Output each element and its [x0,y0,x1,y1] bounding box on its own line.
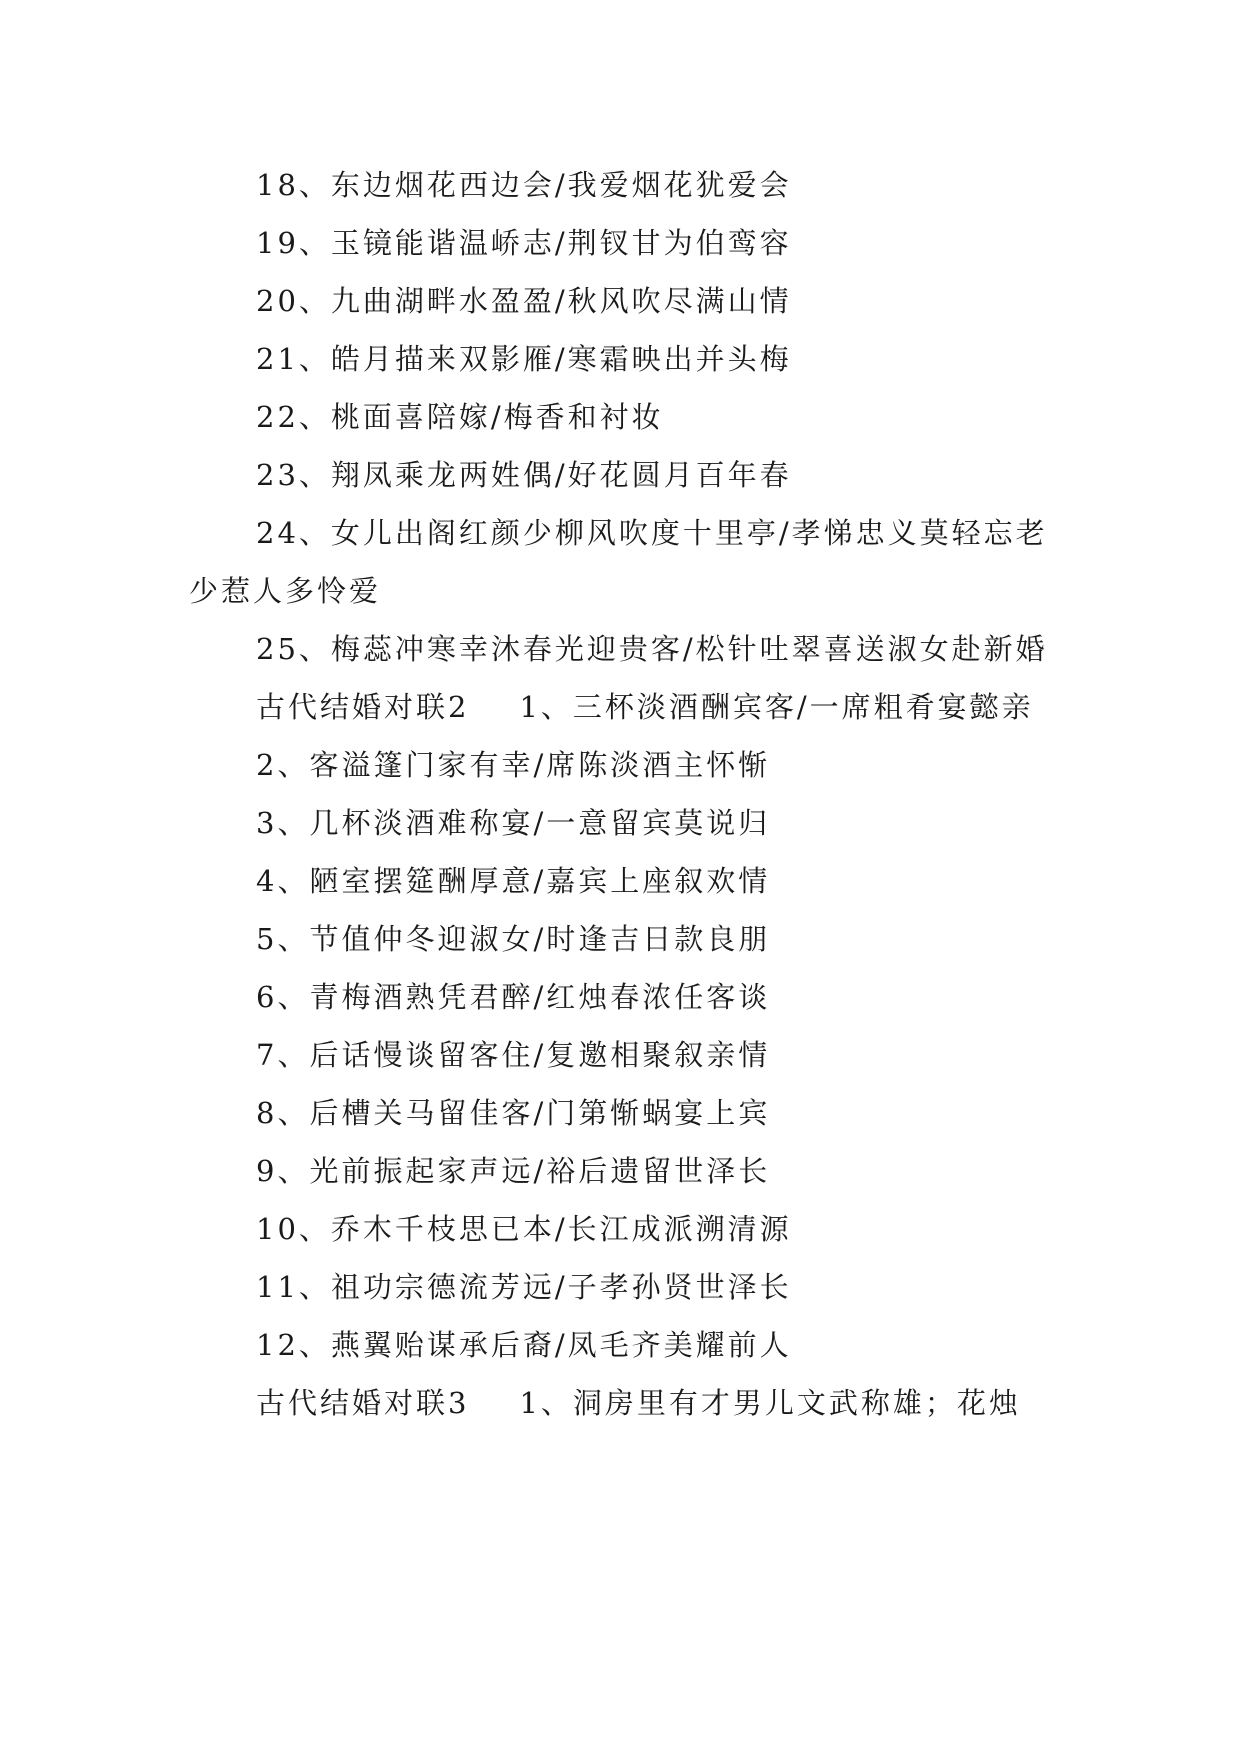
paragraph [189,214,1059,272]
paragraph-text: 5、节值仲冬迎淑女/时逢吉日款良朋 [256,922,771,956]
paragraph [189,156,1059,214]
paragraph-text: 22、桃面喜陪嫁/梅香和衬妆 [256,400,664,434]
paragraph [189,1142,1059,1200]
paragraph [189,1258,1059,1316]
paragraph-text: 1、三杯淡酒酬宾客/一席粗肴宴懿亲 [519,690,1034,724]
paragraph [189,272,1059,330]
paragraph-text: 10、乔木千枝思已本/长江成派溯清源 [256,1212,792,1246]
paragraph [189,968,1059,1026]
paragraph [189,1200,1059,1258]
paragraph [189,1026,1059,1084]
paragraph-text: 11、祖功宗德流芳远/子孝孙贤世泽长 [256,1270,792,1304]
paragraph [189,910,1059,968]
paragraph-text: 24、女儿出阁红颜少柳风吹度十里亭/孝悌忠义莫轻忘老少惹人多怜爱 [189,516,1048,608]
paragraph-text: 8、后槽关马留佳客/门第惭蜗宴上宾 [256,1096,771,1130]
paragraph-text: 19、玉镜能谐温峤志/荆钗甘为伯鸾容 [256,226,792,260]
document-body [189,156,1059,1432]
paragraph-text: 1、洞房里有才男儿文武称雄；花烛 [519,1386,1021,1420]
paragraph [189,1084,1059,1142]
paragraph [189,1374,1059,1432]
paragraph-text: 9、光前振起家声远/裕后遗留世泽长 [256,1154,771,1188]
section-heading: 古代结婚对联2 [256,690,470,724]
paragraph-text: 3、几杯淡酒难称宴/一意留宾莫说归 [256,806,771,840]
paragraph-text: 6、青梅酒熟凭君醉/红烛春浓任客谈 [256,980,771,1014]
paragraph [189,330,1059,388]
paragraph [189,852,1059,910]
paragraph-text: 12、燕翼贻谋承后裔/凤毛齐美耀前人 [256,1328,792,1362]
paragraph [189,794,1059,852]
paragraph-text: 7、后话慢谈留客住/复邀相聚叙亲情 [256,1038,771,1072]
paragraph [189,504,1059,620]
paragraph-text: 20、九曲湖畔水盈盈/秋风吹尽满山情 [256,284,792,318]
paragraph-text: 23、翔凤乘龙两姓偶/好花圆月百年春 [256,458,792,492]
paragraph-text: 2、客溢篷门家有幸/席陈淡酒主怀惭 [256,748,771,782]
paragraph [189,446,1059,504]
paragraph-text: 25、梅蕊冲寒幸沐春光迎贵客/松针吐翠喜送淑女赴新婚 [256,632,1048,666]
section-heading: 古代结婚对联3 [256,1386,470,1420]
paragraph [189,388,1059,446]
paragraph-text: 21、皓月描来双影雁/寒霜映出并头梅 [256,342,792,376]
paragraph [189,620,1059,678]
paragraph [189,736,1059,794]
paragraph [189,678,1059,736]
paragraph-text: 4、陋室摆筵酬厚意/嘉宾上座叙欢情 [256,864,771,898]
paragraph-text: 18、东边烟花西边会/我爱烟花犹爱会 [256,168,792,202]
paragraph [189,1316,1059,1374]
